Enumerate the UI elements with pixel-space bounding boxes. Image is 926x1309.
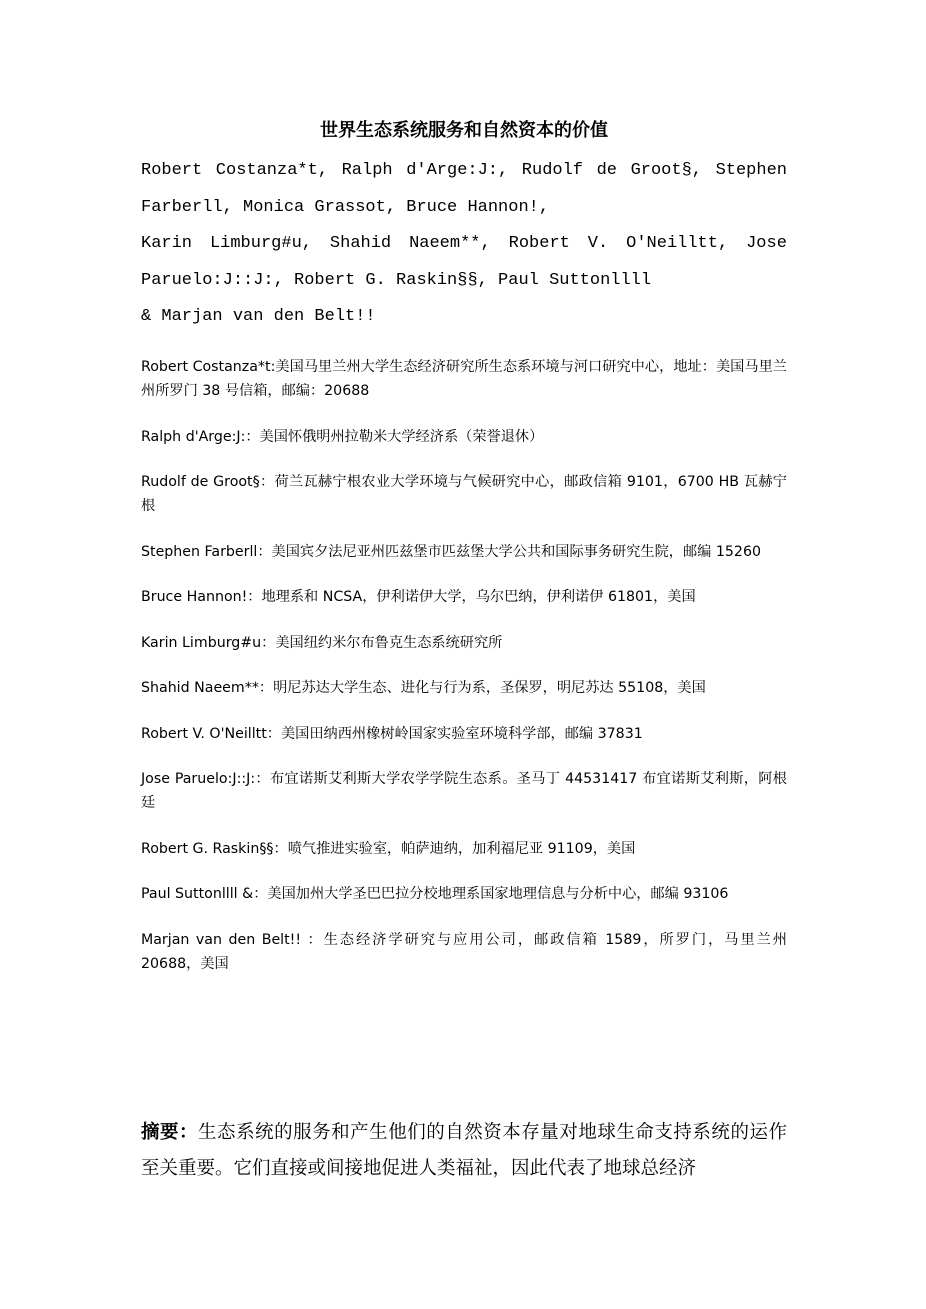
abstract-label: 摘要： xyxy=(141,1122,199,1143)
author-word: Shahid xyxy=(329,234,392,253)
affiliation-item: Jose Paruelo:J::J:：布宜诺斯艾利斯大学农学学院生态系。圣马丁 44531417 布宜诺斯艾利斯，阿根廷 xyxy=(141,771,787,811)
author-line-1 xyxy=(141,153,787,190)
affiliation-item: Rudolf de Groot§：荷兰瓦赫宁根农业大学环境与气候研究中心，邮政信箱 9101，6700 HB 瓦赫宁根 xyxy=(141,474,787,514)
author-word: V. xyxy=(587,234,609,253)
affiliation-item: Karin Limburg#u：美国纽约米尔布鲁克生态系统研究所 xyxy=(141,634,503,651)
affiliation-item: Stephen Farberll：美国宾夕法尼亚州匹兹堡市匹兹堡大学公共和国际事务研究生院，邮编 15260 xyxy=(141,543,762,560)
author-word: de xyxy=(596,161,617,180)
affiliation-item: Robert G. Raskin§§：喷气推进实验室，帕萨迪纳，加利福尼亚 91109，美国 xyxy=(141,840,636,857)
affiliation-item: Robert Costanza*t:美国马里兰州大学生态经济研究所生态系环境与河口研究中心，地址：美国马里兰州所罗门 38 号信箱，邮编：20688 xyxy=(141,359,787,399)
affiliation-item: Shahid Naeem**：明尼苏达大学生态、进化与行为系，圣保罗，明尼苏达 55108，美国 xyxy=(141,680,706,696)
author-word: Karin xyxy=(141,234,193,253)
author-word: Naeem**, xyxy=(409,234,491,253)
affiliation-item: Marjan van den Belt!! ：生态经济学研究与应用公司，邮政信箱 1589，所罗门，马里兰州 20688，美国 xyxy=(141,931,787,972)
author-line-2: Farberll, Monica Grassot, Bruce Hannon!, xyxy=(141,197,550,217)
author-word: Robert xyxy=(141,161,203,180)
author-word: Stephen xyxy=(715,161,787,180)
author-word: Ralph xyxy=(341,161,393,180)
affiliation-item: Paul Suttonllll &：美国加州大学圣巴巴拉分校地理系国家地理信息与分析中心，邮编 93106 xyxy=(141,886,729,902)
author-line-4: Paruelo:J::J:, Robert G. Raskin§§, Paul Suttonllll xyxy=(141,270,652,290)
author-line-5: & Marjan van den Belt!! xyxy=(141,307,376,326)
author-line-3 xyxy=(141,226,787,263)
abstract-text: 生态系统的服务和产生他们的自然资本存量对地球生命支持系统的运作至关重要。它们直接或间接地促进人类福祉，因此代表了地球总经济 xyxy=(141,1122,787,1179)
abstract-paragraph xyxy=(141,1115,787,1187)
author-word: Jose xyxy=(746,234,787,253)
paper-title: 世界生态系统服务和自然资本的价值 xyxy=(320,120,608,141)
author-word: Limburg#u, xyxy=(209,234,312,253)
author-word: d'Arge:J:, xyxy=(406,161,509,180)
author-word: Groot§, xyxy=(630,161,702,180)
author-word: Rudolf xyxy=(521,161,584,180)
affiliation-item: Ralph d'Arge:J:：美国怀俄明州拉勒米大学经济系（荣誉退休） xyxy=(141,428,544,445)
author-word: Robert xyxy=(508,234,570,253)
affiliation-item: Robert V. O'Neilltt：美国田纳西州橡树岭国家实验室环境科学部，邮编 37831 xyxy=(141,725,643,742)
affiliation-item: Bruce Hannon!：地理系和 NCSA，伊利诺伊大学，乌尔巴纳，伊利诺伊 61801，美国 xyxy=(141,589,696,605)
affiliation-list xyxy=(141,355,787,997)
author-word: Costanza*t, xyxy=(215,161,329,180)
author-list xyxy=(141,153,787,336)
author-word: O'Neilltt, xyxy=(626,234,729,253)
